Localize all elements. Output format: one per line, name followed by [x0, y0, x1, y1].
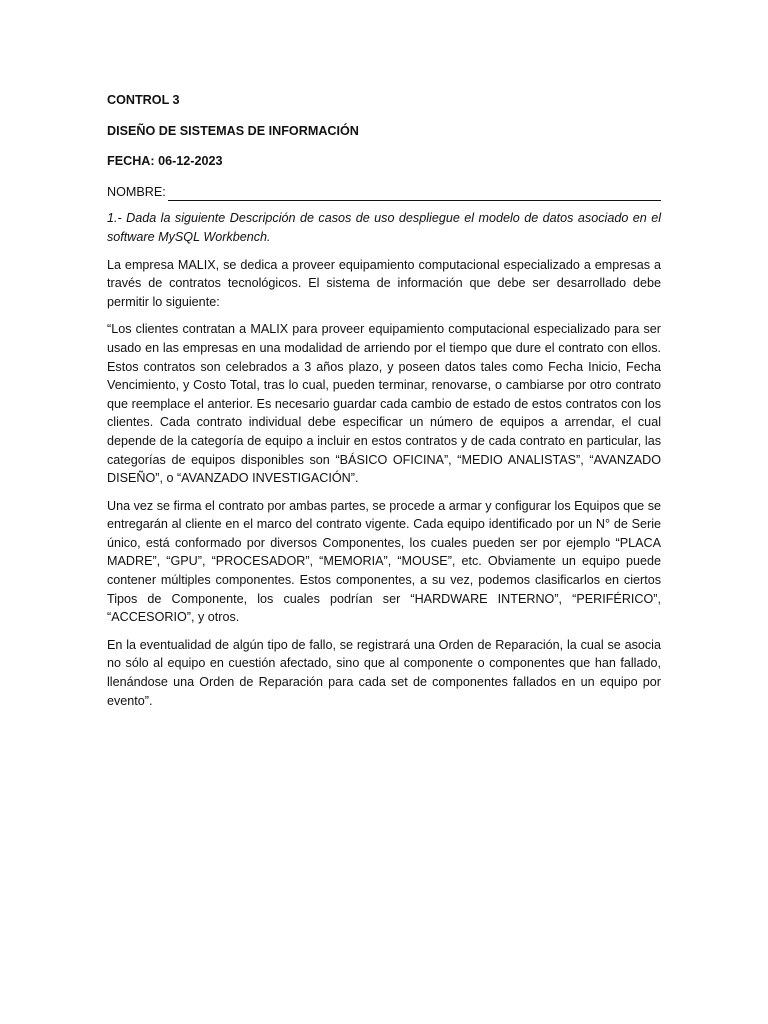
- name-blank-line: [168, 186, 661, 201]
- paragraph-repair: En la eventualidad de algún tipo de fallo, se registrará una Orden de Reparación, la cual se asocia no sólo al equipo en cuestión afectado, sino que al componente o componentes que han fallado, llenándose una Orden de Reparación para cada set de componentes fallados en un equipo por evento”.: [107, 637, 661, 708]
- control-title: CONTROL 3: [107, 93, 180, 107]
- question-text: 1.- Dada la siguiente Descripción de casos de uso despliegue el modelo de datos asociado en el software MySQL Workbench.: [107, 211, 661, 244]
- paragraph-contracts: “Los clientes contratan a MALIX para proveer equipamiento computacional especializado para ser usado en las empresas en una modalidad de arriendo por el tiempo que dure el contrato con ellos. Estos contratos son celebrados a 3 años plazo, y poseen datos tales como Fecha Inicio, Fecha Vencimiento, y Costo Total, tras lo cual, pueden terminar, renovarse, o cambiarse por otro contrato que reemplace el anterior. Es necesario guardar cada cambio de estado de estos contratos con los clientes. Cada contrato individual debe especificar un número de equipos a arrendar, el cual depende de la categoría de equipo a incluir en estos contratos y de cada contrato en particular, las categorías de equipos disponibles son “BÁSICO OFICINA”, “MEDIO ANALISTAS”, “AVANZADO DISEÑO”, o “AVANZADO INVESTIGACIÓN”.: [107, 322, 661, 486]
- paragraph-equipment: Una vez se firma el contrato por ambas partes, se procede a armar y configurar los Equipos que se entregarán al cliente en el marco del contrato vigente. Cada equipo identificado por un N° de Serie único, está conformado por diversos Componentes, los cuales pueden ser por ejemplo “PLACA MADRE”, “GPU”, “PROCESADOR”, “MEMORIA”, “MOUSE”, etc. Obviamente un equipo puede contener múltiples componentes. Estos componentes, a su vez, podemos clasificarlos en ciertos Tipos de Componente, los cuales podrían ser “HARDWARE INTERNO”, “PERIFÉRICO”, “ACCESORIO”, y otros.: [107, 498, 661, 625]
- exam-date: FECHA: 06-12-2023: [107, 154, 223, 169]
- name-field: [107, 183, 661, 202]
- name-label: NOMBRE:: [107, 184, 166, 199]
- paragraph-intro: La empresa MALIX, se dedica a proveer equipamiento computacional especializado a empresas a través de contratos tecnológicos. El sistema de información que debe ser desarrollado debe permitir lo siguiente:: [107, 257, 661, 309]
- course-title: DISEÑO DE SISTEMAS DE INFORMACIÓN: [107, 123, 359, 138]
- document-page: [107, 91, 661, 719]
